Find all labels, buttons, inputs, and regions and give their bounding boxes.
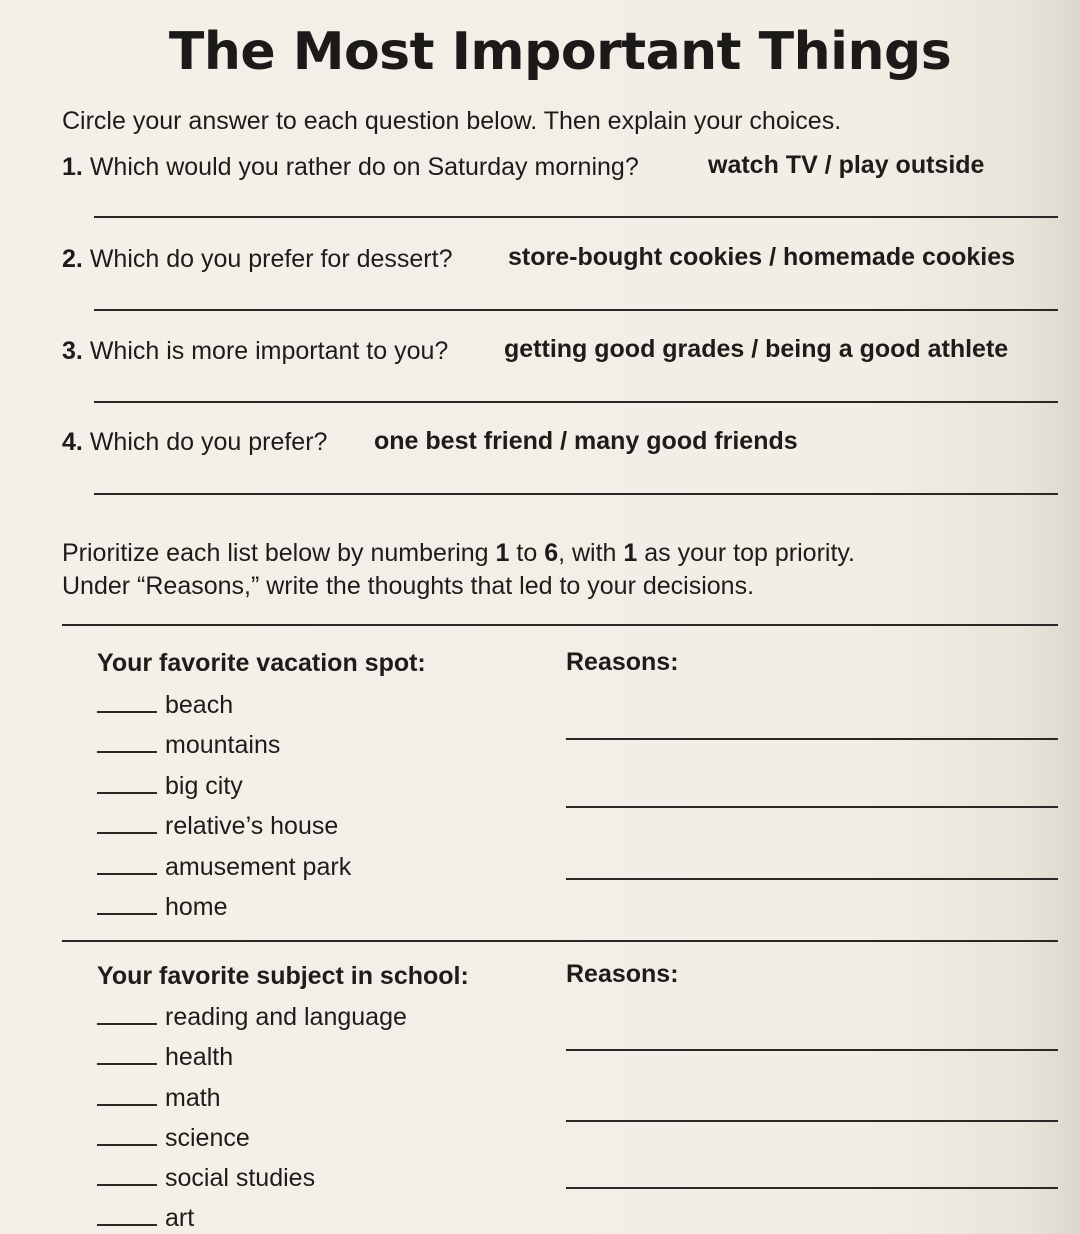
list-item-label: mountains [165,731,281,759]
question-number: 2. [62,245,83,273]
question-3-choices[interactable]: getting good grades / being a good athlete [504,335,1009,363]
question-4-choices[interactable]: one best friend / many good friends [374,427,798,455]
list-item-label: home [165,893,228,921]
question-2 [62,244,452,274]
list-item-label: art [165,1204,195,1232]
prioritize-number: 1 [623,539,638,567]
answer-line-4[interactable] [94,493,1058,495]
question-1-choices[interactable]: watch TV / play outside [708,151,985,179]
answer-line-1[interactable] [94,216,1058,218]
rank-blank[interactable] [97,711,157,713]
reason-line[interactable] [566,1120,1058,1122]
question-number: 1. [62,153,83,181]
reason-line[interactable] [566,878,1058,880]
rank-blank[interactable] [97,1224,157,1226]
question-1 [62,152,639,182]
rank-blank[interactable] [97,1104,157,1106]
prioritize-text: to [509,539,545,567]
prioritize-text: Prioritize each list below by numbering [62,539,496,567]
prioritize-text: , with [558,539,624,567]
question-text: Which is more important to you? [89,337,449,365]
list-item [97,771,243,801]
prioritize-number: 1 [495,539,510,567]
question-2-choices[interactable]: store-bought cookies / homemade cookies [508,243,1016,271]
rank-blank[interactable] [97,873,157,875]
rank-blank[interactable] [97,1144,157,1146]
rank-blank[interactable] [97,1023,157,1025]
rank-blank[interactable] [97,1063,157,1065]
list-item [97,811,338,841]
subject-reasons-label: Reasons: [566,960,679,988]
list-item-label: health [165,1043,234,1071]
list-item [97,1203,194,1233]
list-item-label: amusement park [165,853,352,881]
list-item-label: big city [165,772,243,800]
intro-instructions: Circle your answer to each question below. Then explain your choices. [62,107,842,135]
list-item-label: science [165,1124,250,1152]
list-item-label: social studies [165,1164,316,1192]
prioritize-instructions-line-1 [62,538,855,568]
page-title: The Most Important Things [168,22,952,82]
list-item [97,1163,315,1193]
list-item-label: reading and language [165,1003,407,1031]
question-4 [62,427,327,457]
list-item [97,852,351,882]
subject-heading: Your favorite subject in school: [97,962,469,990]
answer-line-3[interactable] [94,401,1058,403]
list-item [97,1123,250,1153]
rank-blank[interactable] [97,792,157,794]
reason-line[interactable] [566,738,1058,740]
vacation-reasons-label: Reasons: [566,648,679,676]
question-text: Which do you prefer? [89,428,328,456]
reason-line[interactable] [566,806,1058,808]
list-item [97,1042,233,1072]
list-item-label: math [165,1084,221,1112]
list-item-label: beach [165,691,234,719]
question-3 [62,336,448,366]
reason-line[interactable] [566,1049,1058,1051]
list-item [97,1002,407,1032]
question-text: Which do you prefer for dessert? [89,245,453,273]
prioritize-number: 6 [544,539,559,567]
list-item [97,1083,221,1113]
question-text: Which would you rather do on Saturday morning? [89,153,639,181]
prioritize-text: as your top priority. [637,539,855,567]
question-number: 4. [62,428,83,456]
list-item [97,690,233,720]
question-number: 3. [62,337,83,365]
section-divider [62,940,1058,942]
rank-blank[interactable] [97,751,157,753]
reason-line[interactable] [566,1187,1058,1189]
rank-blank[interactable] [97,913,157,915]
list-item [97,730,280,760]
vacation-heading: Your favorite vacation spot: [97,649,426,677]
prioritize-instructions-line-2: Under “Reasons,” write the thoughts that led to your decisions. [62,572,755,600]
rank-blank[interactable] [97,832,157,834]
section-divider [62,624,1058,626]
rank-blank[interactable] [97,1184,157,1186]
list-item-label: relative’s house [165,812,339,840]
answer-line-2[interactable] [94,309,1058,311]
list-item [97,892,228,922]
